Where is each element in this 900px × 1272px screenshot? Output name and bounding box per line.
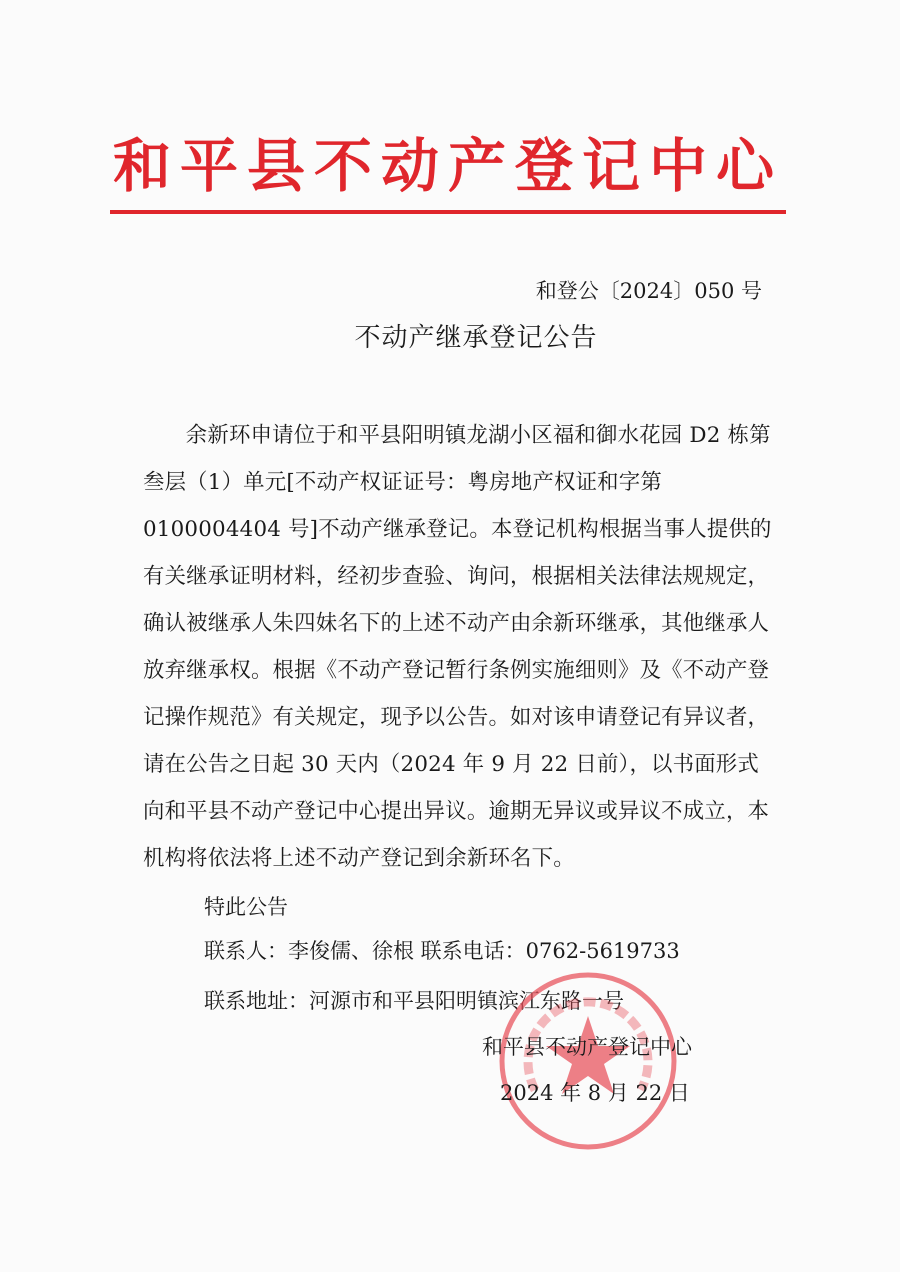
signature-organization: 和平县不动产登记中心 xyxy=(482,1035,692,1059)
notice-paragraph: 余新环申请位于和平县阳明镇龙湖小区福和御水花园 D2 栋第叁层（1）单元[不动产权证证号：粤房地产权证和字第 0100004404 号]不动产继承登记。本登记机构根据当事人提供的有关继承证明材料，经初步查验、询问，根据相关法律法规规定，确认被继承人朱四妹名下的上述不动产由余新环继承，其他继承人放弃继承权。根据《不动产登记暂行条例实施细则》及《不动产登记操作规范》有关规定，现予以公告。如对该申请登记有异议者，请在公告之日起 30 天内（2024 年 9 月 22 日前），以书面形式向和平县不动产登记中心提出异议。逾期无异议或异议不成立，本机构将依法将上述不动产登记到余新环名下。 xyxy=(143,423,772,871)
letterhead-divider xyxy=(110,210,786,214)
notice-body xyxy=(143,412,773,882)
contact-line: 联系人：李俊儒、徐根 联系电话：0762-5619733 xyxy=(204,939,680,963)
signature-date: 2024 年 8 月 22 日 xyxy=(500,1081,690,1105)
closing-line: 特此公告 xyxy=(204,895,288,919)
notice-title: 不动产继承登记公告 xyxy=(354,323,598,353)
address-line: 联系地址：河源市和平县阳明镇滨江东路一号 xyxy=(204,989,624,1013)
letterhead-title: 和平县不动产登记中心 xyxy=(112,132,783,200)
document-number: 和登公〔2024〕050 号 xyxy=(535,279,762,303)
